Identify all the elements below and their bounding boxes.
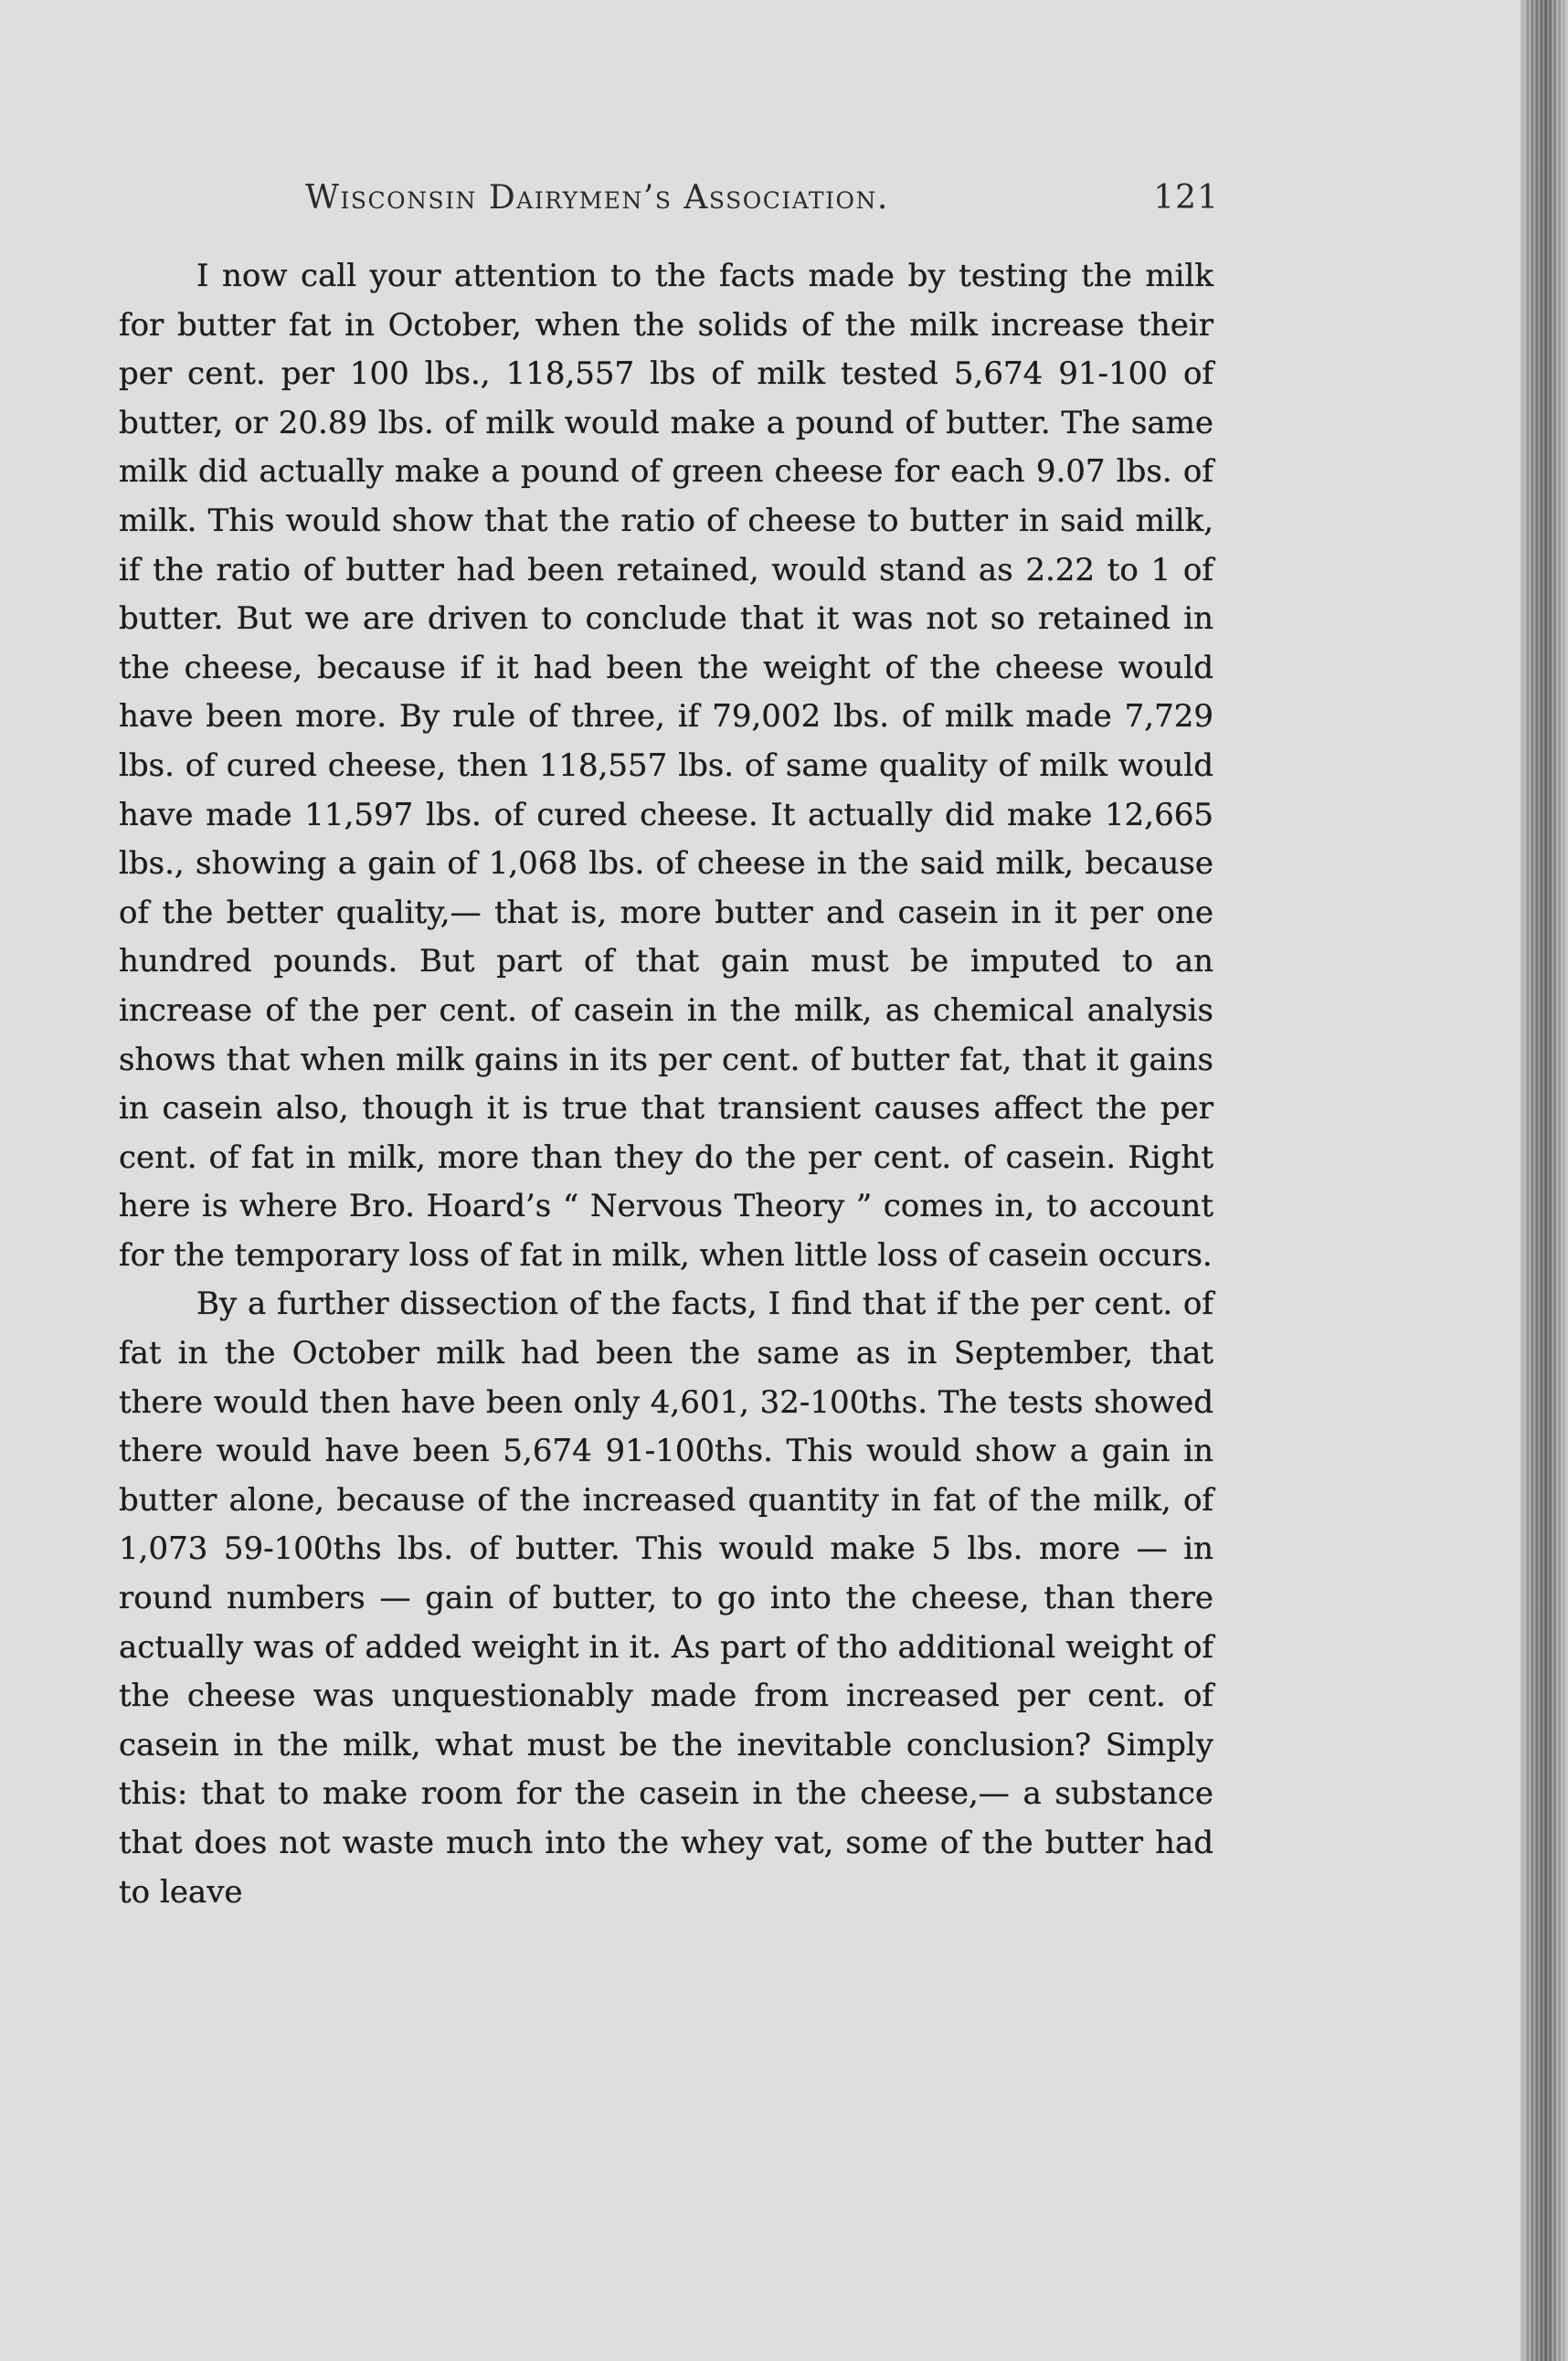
page-header bbox=[305, 179, 1219, 234]
body-text bbox=[119, 252, 1213, 1917]
page-edge-lines bbox=[1524, 0, 1564, 2361]
running-head: Wisconsin Dairymen’s Association. bbox=[305, 179, 889, 217]
paragraph: By a further dissection of the facts, I find that if the per cent. of fat in the October milk had been the same as in September, that there would then have been only 4,601, 32-100ths. The tests showed there would have been 5,674 91-100ths. This would show a gain in butter alone, because of the increased quantity in fat of the milk, of 1,073 59-100ths lbs. of butter. This would make 5 lbs. more — in round numbers — gain of butter, to go into the cheese, than there actually was of added weight in it. As part of tho additional weight of the cheese was unquestionably made from increased per cent. of casein in the milk, what must be the inevitable conclusion? Simply this: that to make room for the casein in the cheese,— a substance that does not waste much into the whey vat, some of the butter had to leave bbox=[119, 1286, 1213, 1911]
paragraph: I now call your attention to the facts made by testing the milk for butter fat in October, when the solids of the milk increase their per cent. per 100 lbs., 118,557 lbs of milk tested 5,674 91-100 of butter, or 20.89 lbs. of milk would make a pound of butter. The same milk did actually make a pound of green cheese for each 9.07 lbs. of milk. This would show that the ratio of cheese to butter in said milk, if the ratio of butter had been retained, would stand as 2.22 to 1 of butter. But we are driven to conclude that it was not so retained in the cheese, because if it had been the weight of the cheese would have been more. By rule of three, if 79,002 lbs. of milk made 7,729 lbs. of cured cheese, then 118,557 lbs. of same quality of milk would have made 11,597 lbs. of cured cheese. It actually did make 12,665 lbs., showing a gain of 1,068 lbs. of cheese in the said milk, because of the better quality,— that is, more butter and casein in it per one hundred pounds. But part of that gain must be imputed to an increase of the per cent. of casein in the milk, as chemical analysis shows that when milk gains in its per cent. of butter fat, that it gains in casein also, though it is true that transient causes affect the per cent. of fat in milk, more than they do the per cent. of casein. Right here is where Bro. Hoard’s “ Nervous Theory ” comes in, to account for the temporary loss of fat in milk, when little loss of casein occurs. bbox=[119, 258, 1213, 1274]
page-number: 121 bbox=[1153, 179, 1219, 217]
